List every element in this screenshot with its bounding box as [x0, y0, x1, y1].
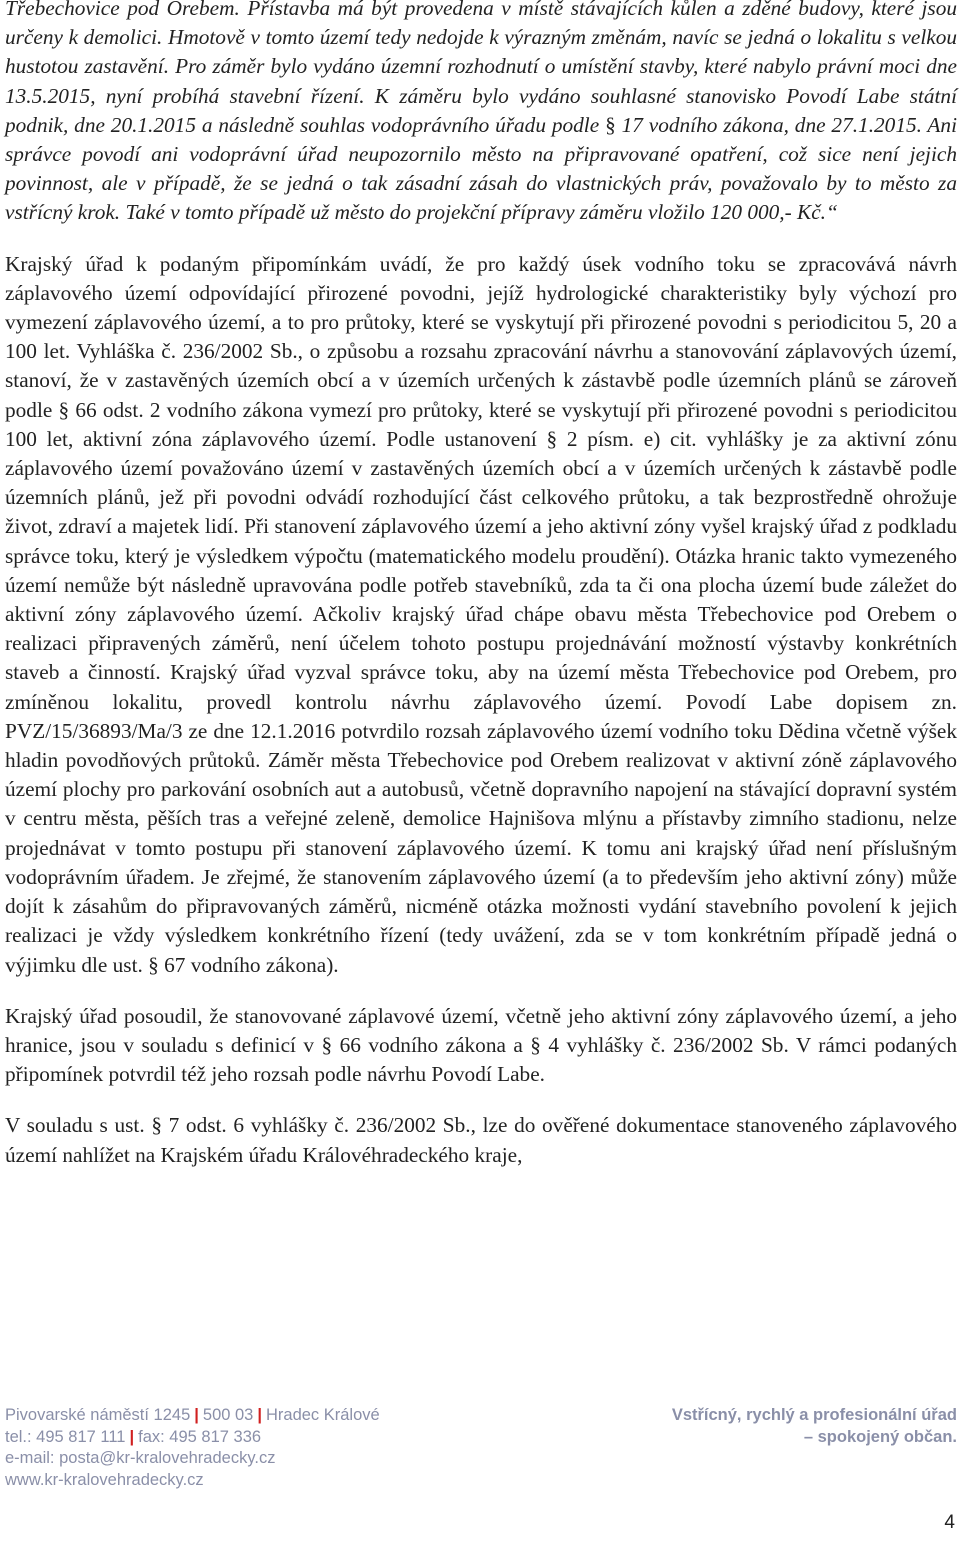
- page-footer: [5, 1405, 957, 1495]
- response-text: Krajský úřad k podaným připomínkám uvádí, že pro každý úsek vodního toku se zpracovává návrh záplavového území odpovídající přirozené povodni, jejíž hydrologické charakteristiky byly výchozí pro vymezení záplavového území, a to pro průtoky, které se vyskytují při přirozené povodni s periodicitou 5, 20 a 100 let. Vyhláška č. 236/2002 Sb., o způsobu a rozsahu zpracování návrhu a stanovování záplavových území, stanoví, že v zastavěných územích obcí a v územích určených k zástavbě podle územních plánů se zároveň podle § 66 odst. 2 vodního zákona vymezí pro průtoky, které se vyskytují při přirozené povodni s periodicitou 100 let, aktivní zóna záplavového území. Podle ustanovení § 2 písm. e) cit. vyhlášky je za aktivní zónu záplavového území považováno území v zastavěných územích obcí a v územích určených k zástavbě podle územních plánů, jež při povodni odvádí rozhodující část celkového průtoku, a tak bezprostředně ohrožuje život, zdraví a majetek lidí. Při stanovení záplavového území a jeho aktivní zóny vyšel krajský úřad z podkladu správce toku, který je výsledkem výpočtu (matematického modelu proudění). Otázka hranic takto vymezeného území nemůže být následně upravována podle potřeb stavebníků, zda ta či ona plocha území bude záležet do aktivní zóny záplavového území. Ačkoliv krajský úřad chápe obavu města Třebechovice pod Orebem o realizaci připravených záměrů, není účelem tohoto postupu projednávání možností výstavby konkrétních staveb a činností. Krajský úřad vyzval správce toku, aby na území města Třebechovice pod Orebem, pro zmíněnou lokalitu, provedl kontrolu návrhu záplavového území. Povodí Labe dopisem zn. PVZ/15/36893/Ma/3 ze dne 12.1.2016 potvrdilo rozsah záplavového území vodního toku Dědina včetně výšek hladin povodňových průtoků. Záměr města Třebechovice pod Orebem realizovat v aktivní zóně záplavového území plochy pro parkování osobních aut a autobusů, včetně dopravního napojení na stávající dopravní systém v centru města, pěších tras a veřejné zeleně, demolice Hajnišova mlýnu a přístavby zimního stadionu, nelze projednávat v tomto postupu při stanovení záplavového území. K tomu ani krajský úřad není příslušným vodoprávním úřadem. Je zřejmé, že stanovením záplavového území (a to především jeho aktivní zóny) může dojít k zásahům do připravovaných záměrů, nicméně otázka možnosti vydání stavebního povolení k jejich realizaci je vždy výsledkem konkrétního řízení (tedy uvážení, zda se v tom konkrétním případě jedná o výjimku dle ust. § 67 vodního zákona).: [5, 251, 957, 977]
- separator-bar: |: [129, 1427, 135, 1446]
- quote-text-part-1: Třebechovice pod Orebem. Přístavba má být provedena v místě stávajících kůlen a zděné budovy, které jsou určeny k demolici. Hmotově v tomto území tedy nedojde k výrazným změnám, navíc se jedná o lokalitu s velkou hustotou zastavění. Pro záměr bylo vydáno územní rozhodnutí o umístění stavby, které nabylo právní moci dne 13.5.2015, nyní probíhá stavební řízení. K záměru bylo vydáno souhlasné stanovisko Povodí Labe státní podnik, dne 20.1.2015 a následně souhlas vodoprávního úřadu podle: [5, 0, 957, 137]
- page-number: 4: [944, 1512, 955, 1533]
- footer-address: [5, 1405, 380, 1427]
- inspection-text: V souladu s ust. § 7 odst. 6 vyhlášky č. 236/2002 Sb., lze do ověřené dokumentace stanoveného záplavového území nahlížet na Krajském úřadu Královéhradeckého kraje,: [5, 1113, 957, 1167]
- paragraph-inspection-notice: [5, 1111, 957, 1169]
- footer-email[interactable]: e-mail: posta@kr-kralovehradecky.cz: [5, 1449, 276, 1468]
- section-sign: §: [605, 112, 616, 137]
- footer-contact: [5, 1405, 380, 1491]
- fax-number: fax: 495 817 336: [138, 1427, 262, 1446]
- paragraph-quoted-objection: [5, 0, 957, 228]
- footer-website[interactable]: www.kr-kralovehradecky.cz: [5, 1470, 204, 1489]
- address-city: Hradec Králové: [265, 1406, 380, 1424]
- phone-number: tel.: 495 817 111: [5, 1427, 126, 1446]
- slogan-line-2: – spokojený občan.: [803, 1427, 957, 1446]
- paragraph-assessment: [5, 1002, 957, 1090]
- separator-bar: |: [194, 1406, 199, 1424]
- quote-text-part-2: 17 vodního zákona, dne 27.1.2015. Ani správce povodí ani vodoprávní úřad neupozornilo město na připravované opatření, což sice není jejich povinnost, ale v případě, že se jedná o tak zásadní zásah do vlastnických práv, považovalo by to město za vstřícný krok. Také v tomto případě už město do projekční přípravy záměru vložilo 120 000,- Kč.“: [5, 112, 958, 225]
- paragraph-authority-response: [5, 250, 957, 980]
- document-body: [5, 0, 957, 1170]
- separator-bar: |: [257, 1406, 262, 1424]
- assessment-text: Krajský úřad posoudil, že stanovované záplavové území, včetně jeho aktivní zóny záplavového území, a jeho hranice, jsou v souladu s definicí v § 66 vodního zákona a § 4 vyhlášky č. 236/2002 Sb. V rámci podaných připomínek potvrdil též jeho rozsah podle návrhu Povodí Labe.: [5, 1003, 957, 1087]
- footer-slogan: [672, 1405, 957, 1448]
- address-street: Pivovarské náměstí 1245: [5, 1406, 191, 1424]
- slogan-line-1: Vstřícný, rychlý a profesionální úřad: [671, 1406, 957, 1424]
- footer-phone: [5, 1427, 380, 1449]
- address-zip: 500 03: [202, 1406, 254, 1424]
